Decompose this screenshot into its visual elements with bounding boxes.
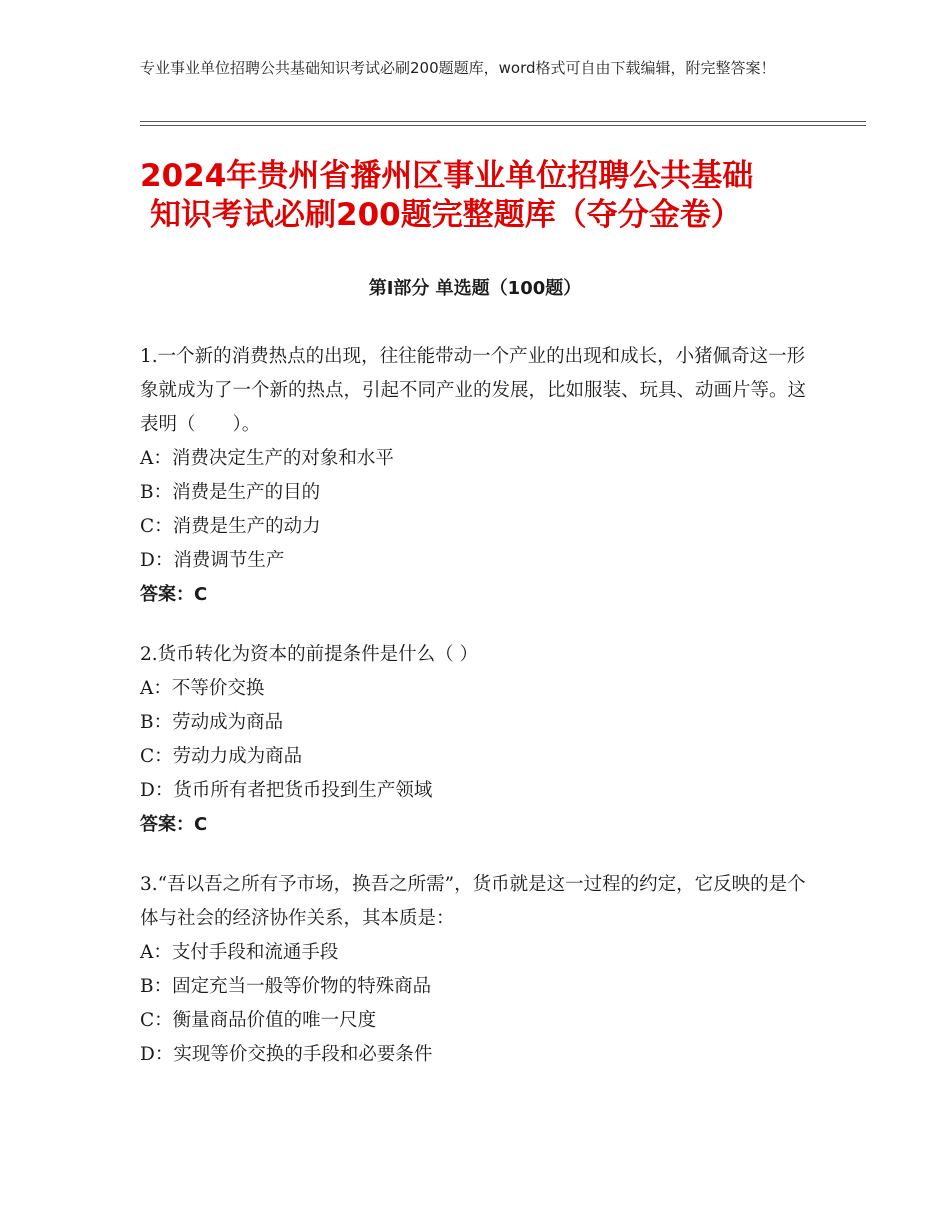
question-list	[140, 340, 820, 1098]
header-divider-top	[140, 121, 866, 122]
option-a: A：支付手段和流通手段	[140, 942, 339, 963]
header-note: 专业事业单位招聘公共基础知识考试必刷200题题库，word格式可自由下载编辑，附完整答案！	[140, 59, 776, 77]
option-b: B：消费是生产的目的	[140, 482, 321, 503]
header-divider-bottom	[140, 125, 866, 126]
question-item	[140, 868, 820, 1072]
question-item	[140, 638, 820, 842]
answer-label: 答案：	[140, 584, 194, 605]
answer-line	[140, 578, 820, 612]
answer-value: C	[194, 584, 208, 605]
title-line-2: 知识考试必刷200题完整题库（夺分金卷）	[150, 197, 742, 233]
option-c: C：衡量商品价值的唯一尺度	[140, 1010, 377, 1031]
option-a: A：消费决定生产的对象和水平	[140, 448, 394, 469]
section-heading: 第Ⅰ部分 单选题（100题）	[368, 278, 582, 299]
answer-label: 答案：	[140, 814, 194, 835]
answer-line	[140, 808, 820, 842]
question-item	[140, 340, 820, 612]
document-title	[140, 157, 840, 235]
option-d: D：实现等价交换的手段和必要条件	[140, 1044, 433, 1065]
option-b: B：固定充当一般等价物的特殊商品	[140, 976, 432, 997]
option-d: D：货币所有者把货币投到生产领域	[140, 780, 433, 801]
question-stem: 3.“吾以吾之所有予市场，换吾之所需”，货币就是这一过程的约定，它反映的是个体与社会的经济协作关系，其本质是：	[140, 874, 806, 929]
question-stem: 1.一个新的消费热点的出现，往往能带动一个产业的出现和成长，小猪佩奇这一形象就成为了一个新的热点，引起不同产业的发展，比如服装、玩具、动画片等。这表明（ ）。	[140, 346, 807, 435]
option-a: A：不等价交换	[140, 678, 265, 699]
answer-value: C	[194, 814, 208, 835]
option-c: C：劳动力成为商品	[140, 746, 303, 767]
title-line-1: 2024年贵州省播州区事业单位招聘公共基础	[140, 158, 754, 194]
option-d: D：消费调节生产	[140, 550, 285, 571]
option-c: C：消费是生产的动力	[140, 516, 321, 537]
question-stem: 2.货币转化为资本的前提条件是什么（ ）	[140, 644, 479, 665]
option-b: B：劳动成为商品	[140, 712, 284, 733]
